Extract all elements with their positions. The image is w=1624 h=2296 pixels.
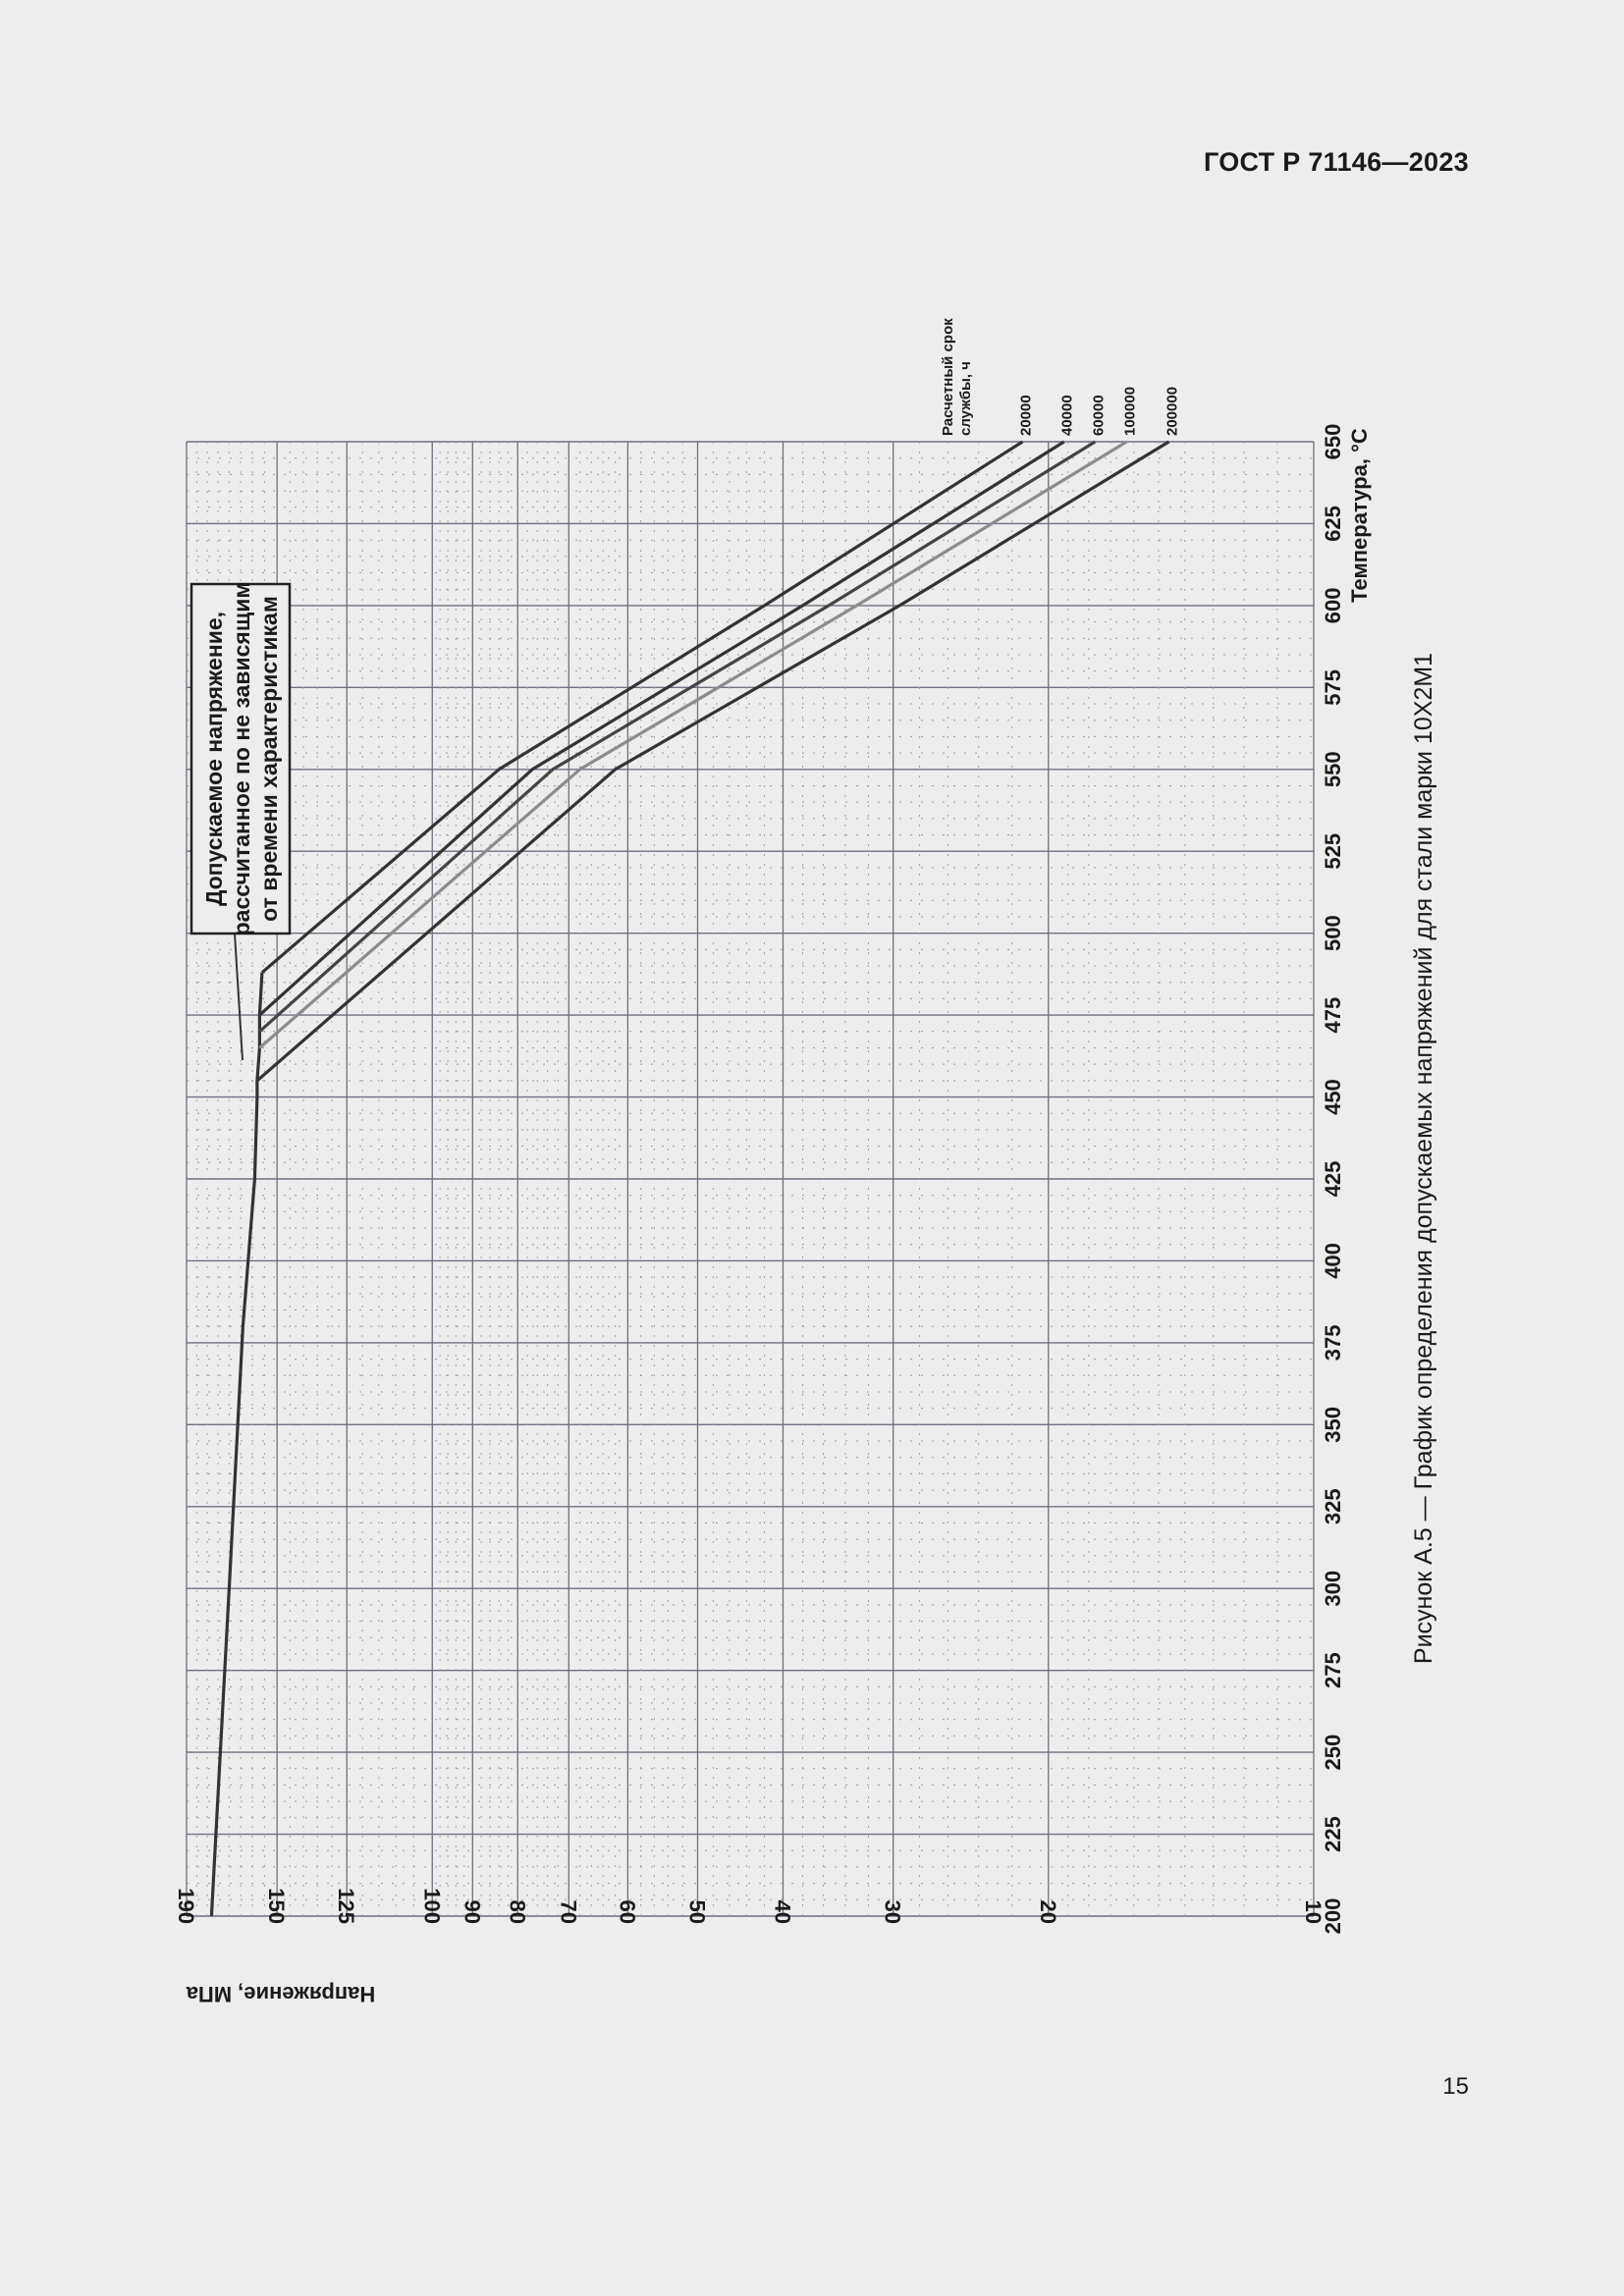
y-tick-label: 60 (615, 1899, 640, 1924)
series-line-60000 (259, 442, 1095, 1032)
series-line-40000 (259, 442, 1063, 1015)
chart-legend (940, 318, 1180, 436)
x-tick-label: 575 (1321, 668, 1345, 706)
x-tick-label: 375 (1321, 1324, 1345, 1362)
y-tick-label: 80 (505, 1899, 530, 1924)
x-tick-label: 550 (1321, 751, 1345, 788)
figure-caption: Рисунок А.5 — График определения допускаемых напряжений для стали марки 10Х2М1 (1410, 652, 1437, 1665)
legend-entry-40000: 40000 (1058, 395, 1076, 436)
x-tick-label: 200 (1321, 1897, 1345, 1935)
document-header: ГОСТ Р 71146—2023 (1203, 147, 1469, 177)
x-tick-label: 425 (1321, 1160, 1345, 1198)
y-tick-label: 40 (770, 1899, 795, 1924)
y-tick-label: 125 (334, 1888, 359, 1924)
y-tick-label: 150 (264, 1888, 290, 1924)
legend-entry-200000: 200000 (1164, 386, 1181, 436)
y-tick-label: 30 (880, 1899, 905, 1924)
y-axis-title: Напряжение, МПа (186, 1982, 376, 2006)
y-tick-label: 70 (556, 1899, 581, 1924)
series-line-200000 (257, 442, 1169, 1081)
chart-grid (187, 442, 1314, 1916)
annotation-line-2: рассчитанное по не зависящим (229, 581, 254, 936)
legend-title-line-2: службы, ч (957, 361, 974, 436)
y-tick-label: 10 (1301, 1899, 1326, 1924)
series-line-time-independent (211, 973, 262, 1916)
annotation-leader (235, 934, 243, 1060)
x-tick-label: 275 (1321, 1652, 1345, 1689)
series-line-100000 (259, 442, 1126, 1048)
legend-entry-60000: 60000 (1090, 395, 1108, 436)
legend-title-line-1: Расчетный срок (940, 318, 956, 436)
annotation-line-3: от времени характеристикам (256, 596, 282, 922)
x-tick-label: 500 (1321, 915, 1345, 952)
x-tick-label: 625 (1321, 506, 1345, 542)
x-tick-label: 350 (1321, 1406, 1345, 1443)
x-tick-label: 325 (1321, 1488, 1345, 1525)
series-line-20000 (262, 442, 1023, 973)
legend-entry-100000: 100000 (1121, 386, 1139, 436)
y-tick-label: 20 (1035, 1899, 1060, 1924)
x-tick-label: 650 (1321, 423, 1345, 460)
annotation (191, 582, 290, 1060)
x-tick-label: 600 (1321, 587, 1345, 624)
legend-entry-20000: 20000 (1017, 395, 1035, 436)
y-tick-label: 100 (419, 1888, 445, 1924)
x-tick-label: 475 (1321, 996, 1345, 1034)
x-tick-label: 450 (1321, 1079, 1345, 1115)
annotation-line-1: Допускаемое напряжение, (201, 611, 227, 907)
x-tick-label: 300 (1321, 1570, 1345, 1607)
y-tick-label: 90 (460, 1899, 485, 1924)
x-tick-label: 225 (1321, 1816, 1345, 1852)
y-tick-label: 50 (684, 1899, 710, 1924)
page-number: 15 (1442, 2073, 1469, 2100)
x-tick-label: 400 (1321, 1243, 1345, 1279)
y-tick-label: 190 (174, 1888, 198, 1924)
x-tick-label: 525 (1321, 832, 1345, 870)
x-axis-title: Температура, °С (1347, 428, 1372, 603)
x-tick-label: 250 (1321, 1734, 1345, 1771)
